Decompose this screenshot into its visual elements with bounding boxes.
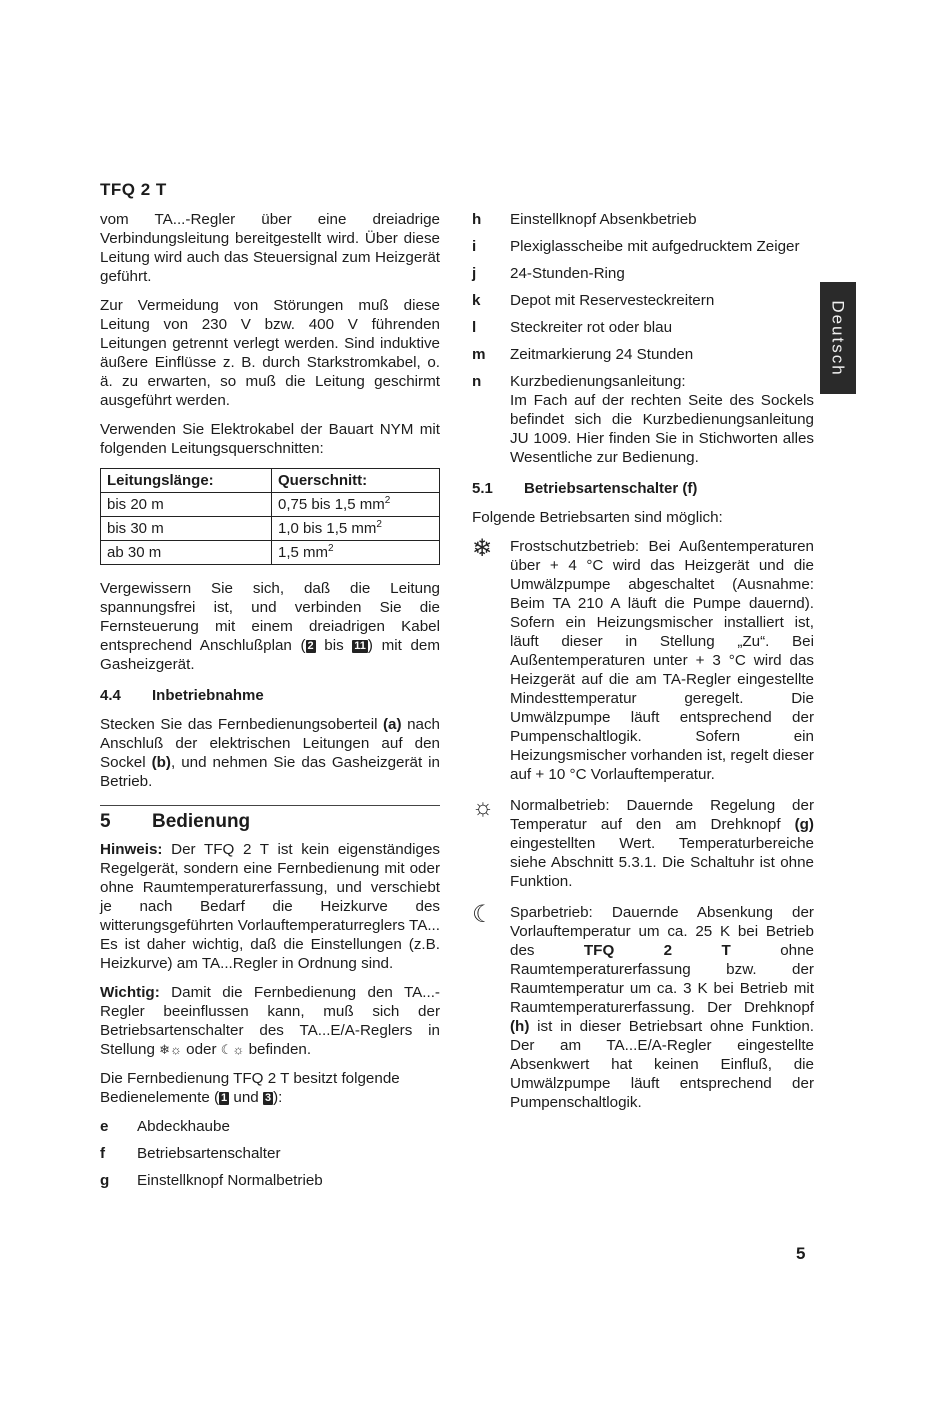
mode-frost-protection: ❄ Frostschutzbetrieb: Bei Außentemperaturen über + 4 °C wird das Heizgerät und die Umwälzpumpe abgeschaltet (Ausnahme: Beim TA 210 A läuft die Pumpe dauernd). Sofern ein Heizungsmischer installiert ist, läuft dieser in Stellung „Zu“. Bei Außentemperaturen unter + 3 °C wird das Heizgerät auf die am TA-Regler eingestellte Mindesttemperatur geregelt. Die Umwälzpumpe läuft entsprechend der Pumpenschaltlogik. Sofern ein Heizungsmischer vorhanden ist, regelt dieser auf + 10 °C Vorlauftemperatur.: [472, 535, 814, 783]
table-header-length: Leitungslänge:: [101, 469, 272, 493]
paragraph-commissioning: Stecken Sie das Fernbedienungsoberteil (a) nach Anschluß der elektrischen Leitungen auf den Sockel (b), und nehmen Sie das Gasheizgerät in Betrieb.: [100, 716, 440, 790]
table-row: [101, 493, 440, 517]
figure-key-1: 1: [221, 1092, 228, 1104]
moon-icon: ☾: [472, 901, 494, 928]
list-item: j 24-Stunden-Ring: [472, 265, 625, 282]
list-item: f Betriebsartenschalter: [100, 1145, 281, 1162]
list-item: i Plexiglasscheibe mit aufgedrucktem Zeiger: [472, 238, 800, 255]
table-row: [101, 541, 440, 565]
list-item: g Einstellknopf Normalbetrieb: [100, 1172, 323, 1189]
paragraph-important: Wichtig: Damit die Fernbedienung den TA...-Regler beeinflussen kann, muß sich der Betriebsartenschalter des TA...E/A-Reglers in Stellung ❄☼ oder ☾☼ befinden.: [100, 984, 440, 1058]
moon-sun-symbol: ☾☼: [220, 1042, 245, 1057]
table-row: [101, 517, 440, 541]
chapter-heading-5: 5 Bedienung: [100, 811, 251, 832]
list-item: h Einstellknopf Absenkbetrieb: [472, 211, 697, 228]
figure-key-3: 3: [264, 1092, 272, 1104]
paragraph-connection: Vergewissern Sie sich, daß die Leitung spannungsfrei ist, und verbinden Sie die Fernsteuerung mit einem dreiadrigen Kabel entsprechend Anschlußplan ( 2 bis 11 ) mit dem Gasheizgerät.: [100, 580, 440, 673]
figure-key-11: 11: [354, 640, 366, 652]
figure-key-2: 2: [307, 640, 314, 652]
mode-normal: ☼ Normalbetrieb: Dauernde Regelung der Temperatur auf den am Drehknopf (g) eingestellten Wert. Temperaturbereiche siehe Abschnitt 5.3.1. Die Schaltuhr ist ohne Funktion.: [472, 794, 814, 890]
table-header-cross-section: Querschnitt:: [272, 469, 440, 493]
table-cell-cross-section: 1,0 bis 1,5 $mm^2$: [272, 517, 440, 541]
section-divider: [100, 805, 440, 806]
mode-economy: ☾ Sparbetrieb: Dauernde Absenkung der Vorlauftemperatur um ca. 25 K bei Betrieb des TFQ 2 T ohne Raumtemperaturerfassung bzw. der Raumtemperatur um ca. 3 K bei Betrieb mit Raumtemperaturerfassung. Der Drehknopf (h) ist in dieser Betriebsart ohne Funktion. Der am TA...E/A-Regler eingestellte Absenkwert hat keinen Einfluß, die Umwälzpumpe läuft entsprechend der Pumpenschaltlogik.: [472, 901, 814, 1111]
controls-list-right: [472, 210, 814, 467]
section-heading-5-1: 5.1 Betriebsartenschalter (f): [472, 480, 698, 497]
paragraph-hint: Hinweis: Der TFQ 2 T ist kein eigenständiges Regelgerät, sondern eine Fernbedienung mit oder ohne Raumtemperaturerfassung, und verschiebt je nach Bedarf die Heizkurve des witterungsgeführten Vorlauftemperaturreglers TA... Es ist daher wichtig, daß die Einstellungen (z.B. Heizkurve) am TA...Regler in Ordnung sind.: [100, 841, 440, 972]
sun-icon: ☼: [472, 794, 494, 821]
document-title: TFQ 2 T: [100, 180, 167, 199]
snowflake-icon: ❄: [472, 535, 493, 562]
section-heading-4-4: 4.4 Inbetriebnahme: [100, 687, 264, 704]
paragraph-cable-intro: vom TA...-Regler über eine dreiadrige Verbindungsleitung bereitgestellt wird. Über diese Leitung wird auch das Steuersignal zum Heizgerät geführt.: [100, 211, 440, 285]
list-item: m Zeitmarkierung 24 Stunden: [472, 346, 694, 363]
paragraph-modes-intro: Folgende Betriebsarten sind möglich:: [472, 509, 723, 526]
paragraph-controls: Die Fernbedienung TFQ 2 T besitzt folgende Bedienelemente ( 1 und 3 ):: [100, 1070, 400, 1106]
paragraph-interference: Zur Vermeidung von Störungen muß diese Leitung von 230 V bzw. 400 V führenden Leitungen getrennt verlegt werden. Sind induktive äußere Einflüsse z. B. durch Starkstromkabel, o. ä. zu erwarten, so muß die Leitung geschirmt ausgeführt werden.: [100, 297, 440, 409]
controls-list-left: [100, 1117, 440, 1190]
list-item: n Kurzbedienungsanleitung: Im Fach auf der rechten Seite des Sockels befindet sich die Kurzbedienungsanleitung JU 1009. Hier finden Sie in Stichworten alles Wesentliche zur Bedienung.: [472, 373, 814, 466]
table-header-row: [101, 469, 440, 493]
table-cell-cross-section: 0,75 bis 1,5 $mm^2$: [272, 493, 440, 517]
table-cell-cross-section: 1,5 $mm^2$: [272, 541, 440, 565]
list-item: e Abdeckhaube: [100, 1118, 230, 1135]
list-item: k Depot mit Reservesteckreitern: [472, 292, 715, 309]
paragraph-cable-type: Verwenden Sie Elektrokabel der Bauart NYM mit folgenden Leitungsquerschnitten:: [100, 421, 440, 457]
table-cell-length: ab 30 m: [101, 541, 272, 565]
table-cell-length: bis 30 m: [101, 517, 272, 541]
language-tab: Deutsch: [820, 282, 856, 394]
list-item: l Steckreiter rot oder blau: [472, 319, 673, 336]
left-column: [100, 180, 440, 1198]
table-cell-length: bis 20 m: [101, 493, 272, 517]
frost-sun-symbol: ❄☼: [159, 1042, 182, 1057]
right-column: [472, 210, 814, 1124]
page-number: 5: [796, 1244, 806, 1263]
cable-table: [100, 468, 440, 565]
